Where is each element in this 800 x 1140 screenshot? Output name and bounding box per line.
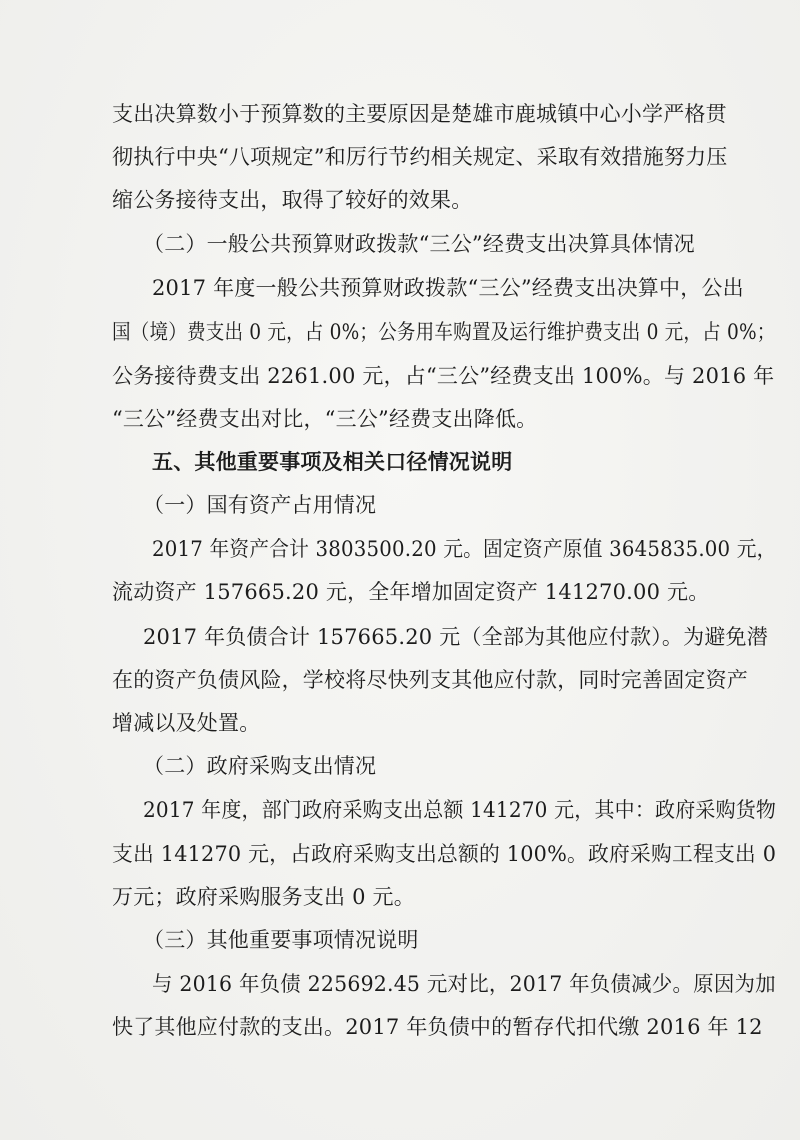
paragraph-line: 公务接待费支出 2261.00 元，占“三公”经费支出 100%。与 2016 年 — [112, 364, 775, 388]
paragraph-line: 在的资产负债风险，学校将尽快列支其他应付款，同时完善固定资产 — [112, 668, 748, 692]
paragraph-line: 支出 141270 元，占政府采购支出总额的 100%。政府采购工程支出 0 — [112, 842, 777, 866]
paragraph-line: 增减以及处置。 — [112, 711, 261, 735]
paragraph-line: 2017 年资产合计 3803500.20 元。固定资产原值 3645835.00 元， — [152, 537, 777, 561]
paragraph-line: 国（境）费支出 0 元，占 0%；公务用车购置及运行维护费支出 0 元，占 0%； — [112, 320, 776, 344]
subsection-title: （二）一般公共预算财政拨款“三公”经费支出决算具体情况 — [143, 232, 695, 256]
subsection-title: （三）其他重要事项情况说明 — [143, 928, 419, 952]
paragraph-line: 2017 年度一般公共预算财政拨款“三公”经费支出决算中，公出 — [152, 276, 744, 300]
paragraph-line: “三公”经费支出对比，“三公”经费支出降低。 — [112, 407, 538, 431]
section-heading: 五、其他重要事项及相关口径情况说明 — [152, 449, 513, 474]
paragraph-line: 支出决算数小于预算数的主要原因是楚雄市鹿城镇中心小学严格贯 — [112, 102, 727, 126]
paragraph-line: 流动资产 157665.20 元，全年增加固定资产 141270.00 元。 — [112, 580, 710, 604]
subsection-title: （一）国有资产占用情况 — [143, 493, 377, 517]
paragraph-line: 万元；政府采购服务支出 0 元。 — [112, 885, 415, 909]
paragraph-line: 快了其他应付款的支出。2017 年负债中的暂存代扣代缴 2016 年 12 — [112, 1015, 763, 1039]
paragraph-line: 2017 年度，部门政府采购支出总额 141270 元，其中：政府采购货物 — [143, 798, 777, 822]
paragraph-line: 缩公务接待支出，取得了较好的效果。 — [112, 188, 473, 212]
paragraph-line: 2017 年负债合计 157665.20 元（全部为其他应付款）。为避免潜 — [143, 625, 768, 649]
paragraph-line: 彻执行中央“八项规定”和厉行节约相关规定、采取有效措施努力压 — [112, 145, 728, 169]
subsection-title: （二）政府采购支出情况 — [143, 754, 377, 778]
paragraph-line: 与 2016 年负债 225692.45 元对比，2017 年负债减少。原因为加 — [152, 972, 776, 996]
